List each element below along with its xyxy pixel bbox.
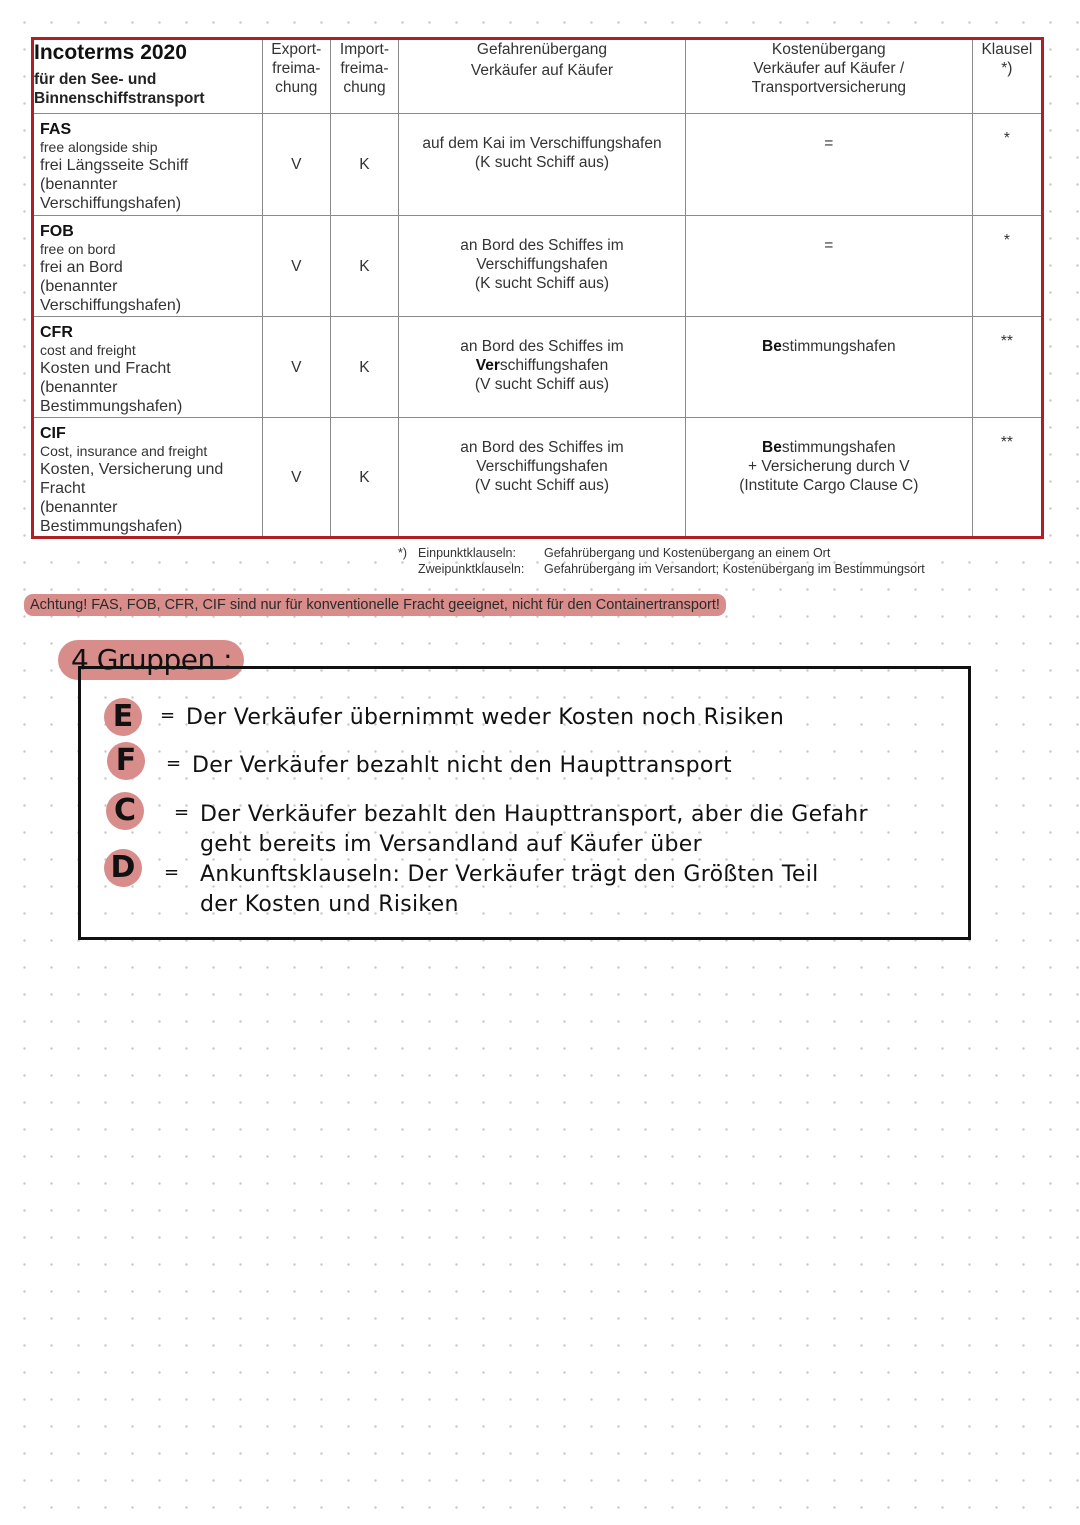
table-subtitle-1: für den See- und bbox=[34, 71, 157, 88]
header-gefahr bbox=[399, 39, 686, 114]
export-cell: V bbox=[262, 216, 330, 317]
import-cell: K bbox=[330, 216, 398, 317]
gefahr-cell bbox=[399, 317, 686, 418]
term-cell-cfr bbox=[33, 317, 263, 418]
gefahr-line: Verschiffungshafen bbox=[476, 256, 608, 273]
header-klausel-l1: Klausel bbox=[981, 41, 1033, 58]
kosten-line: (Institute Cargo Clause C) bbox=[739, 477, 919, 494]
kosten-bold-part: Be bbox=[762, 439, 782, 456]
gefahr-rest-part: schiffungshafen bbox=[499, 357, 609, 374]
footnote-row-2 bbox=[398, 561, 925, 577]
group-d-text-1: Ankunftsklauseln: Der Verkäufer trägt den Größten Teil bbox=[200, 862, 819, 887]
footnote-label: Einpunktklauseln: bbox=[418, 546, 516, 560]
header-gefahr-l1: Gefahrenübergang bbox=[476, 41, 608, 58]
kosten-rest-part: stimmungshafen bbox=[781, 439, 896, 456]
kosten-rest-part: stimmungshafen bbox=[781, 338, 896, 355]
export-cell: V bbox=[262, 418, 330, 538]
footnote-text: Gefahrübergang im Versandort; Kostenübergang im Bestimmungsort bbox=[544, 562, 925, 576]
term-code: FAS bbox=[40, 121, 72, 138]
header-import-l2: freima- bbox=[340, 60, 389, 77]
table-title: Incoterms 2020 bbox=[34, 41, 187, 64]
term-english: free alongside ship bbox=[40, 139, 158, 155]
equals-sign: = bbox=[164, 862, 180, 883]
header-import-l1: Import- bbox=[339, 41, 389, 58]
export-cell: V bbox=[262, 114, 330, 216]
gefahr-line: an Bord des Schiffes im bbox=[460, 439, 624, 456]
term-code: FOB bbox=[40, 223, 74, 240]
table-row bbox=[33, 216, 1043, 317]
header-kosten bbox=[685, 39, 972, 114]
kosten-line bbox=[686, 337, 972, 356]
table-row bbox=[33, 317, 1043, 418]
term-german: (benannter bbox=[40, 379, 118, 396]
gefahr-line: (K sucht Schiff aus) bbox=[474, 154, 610, 171]
kosten-cell bbox=[685, 418, 972, 538]
group-c-text-1: Der Verkäufer bezahlt den Haupttransport, aber die Gefahr bbox=[200, 802, 868, 827]
group-letter-e: E bbox=[104, 698, 142, 736]
kosten-line bbox=[686, 438, 972, 457]
term-german: Fracht bbox=[40, 480, 86, 497]
gefahr-line: (V sucht Schiff aus) bbox=[474, 376, 610, 393]
header-klausel-l2: *) bbox=[1001, 60, 1013, 77]
warning-highlight: Achtung! FAS, FOB, CFR, CIF sind nur für konventionelle Fracht geeignet, nicht für den Containertransport! bbox=[24, 594, 726, 616]
klausel-cell: ** bbox=[972, 418, 1042, 538]
kosten-cell bbox=[685, 317, 972, 418]
term-german: (benannter bbox=[40, 176, 118, 193]
kosten-bold-part: Be bbox=[762, 338, 782, 355]
term-english: free on bord bbox=[40, 241, 116, 257]
footnote-row-1 bbox=[398, 545, 925, 561]
klausel-cell: * bbox=[972, 216, 1042, 317]
table-header-row bbox=[33, 39, 1043, 114]
gefahr-bold-part: Ver bbox=[475, 357, 500, 374]
gefahr-cell bbox=[399, 418, 686, 538]
gefahr-cell bbox=[399, 114, 686, 216]
term-cell-fob bbox=[33, 216, 263, 317]
group-e-text: Der Verkäufer übernimmt weder Kosten noch Risiken bbox=[186, 705, 785, 730]
table-row bbox=[33, 418, 1043, 538]
table-row bbox=[33, 114, 1043, 216]
header-export-l1: Export- bbox=[271, 41, 322, 58]
term-german: Verschiffungshafen) bbox=[40, 297, 182, 314]
header-export-l3: chung bbox=[275, 79, 318, 96]
header-kosten-l1: Kostenübergang bbox=[771, 41, 886, 58]
klausel-cell: * bbox=[972, 114, 1042, 216]
term-german: Kosten und Fracht bbox=[40, 360, 171, 377]
group-letter-f: F bbox=[107, 742, 145, 780]
term-german: (benannter bbox=[40, 499, 118, 516]
table-subtitle-2: Binnenschiffstransport bbox=[34, 90, 205, 107]
term-german: (benannter bbox=[40, 278, 118, 295]
group-d-text-2: der Kosten und Risiken bbox=[200, 892, 459, 917]
gefahr-line: (K sucht Schiff aus) bbox=[474, 275, 610, 292]
term-english: Cost, insurance and freight bbox=[40, 443, 208, 459]
gefahr-cell bbox=[399, 216, 686, 317]
table-title-cell bbox=[33, 39, 263, 114]
import-cell: K bbox=[330, 418, 398, 538]
export-cell: V bbox=[262, 317, 330, 418]
gefahr-line bbox=[399, 356, 685, 375]
term-german: frei an Bord bbox=[40, 259, 123, 276]
term-german: Bestimmungshafen) bbox=[40, 398, 183, 415]
gefahr-line: Verschiffungshafen bbox=[476, 458, 608, 475]
term-code: CIF bbox=[40, 425, 66, 442]
footnote-text: Gefahrübergang und Kostenübergang an einem Ort bbox=[544, 546, 831, 560]
kosten-cell: = bbox=[685, 114, 972, 216]
header-gefahr-l2: Verkäufer auf Käufer bbox=[470, 62, 614, 79]
header-kosten-l2: Verkäufer auf Käufer / bbox=[753, 60, 905, 77]
header-import-l3: chung bbox=[343, 79, 386, 96]
term-german: Verschiffungshafen) bbox=[40, 195, 182, 212]
gefahr-line: an Bord des Schiffes im bbox=[460, 338, 624, 355]
footnote-mark: *) bbox=[398, 546, 408, 560]
term-english: cost and freight bbox=[40, 342, 136, 358]
equals-sign: = bbox=[174, 802, 190, 823]
header-kosten-l3: Transportversicherung bbox=[751, 79, 907, 96]
gefahr-line: an Bord des Schiffes im bbox=[460, 237, 624, 254]
header-export-l2: freima- bbox=[272, 60, 321, 77]
header-klausel bbox=[972, 39, 1042, 114]
kosten-line: + Versicherung durch V bbox=[748, 458, 910, 475]
term-cell-fas bbox=[33, 114, 263, 216]
term-german: frei Längsseite Schiff bbox=[40, 157, 189, 174]
gefahr-line: (V sucht Schiff aus) bbox=[474, 477, 610, 494]
equals-sign: = bbox=[166, 753, 182, 774]
groups-heading: 4 Gruppen : bbox=[58, 640, 244, 680]
term-cell-cif bbox=[33, 418, 263, 538]
import-cell: K bbox=[330, 114, 398, 216]
group-c-text-2: geht bereits im Versandland auf Käufer über bbox=[200, 832, 702, 857]
term-code: CFR bbox=[40, 324, 73, 341]
group-letter-d: D bbox=[104, 849, 142, 887]
import-cell: K bbox=[330, 317, 398, 418]
group-f-text: Der Verkäufer bezahlt nicht den Haupttransport bbox=[192, 753, 732, 778]
group-letter-c: C bbox=[106, 792, 144, 830]
kosten-cell: = bbox=[685, 216, 972, 317]
header-export bbox=[262, 39, 330, 114]
footnote-label: Zweipunktklauseln: bbox=[418, 562, 525, 576]
header-import bbox=[330, 39, 398, 114]
term-german: Bestimmungshafen) bbox=[40, 518, 183, 535]
equals-sign: = bbox=[160, 705, 176, 726]
term-german: Kosten, Versicherung und bbox=[40, 461, 224, 478]
footnote bbox=[398, 545, 925, 577]
klausel-cell: ** bbox=[972, 317, 1042, 418]
gefahr-line: auf dem Kai im Verschiffungshafen bbox=[422, 135, 662, 152]
incoterms-table bbox=[31, 37, 1044, 539]
